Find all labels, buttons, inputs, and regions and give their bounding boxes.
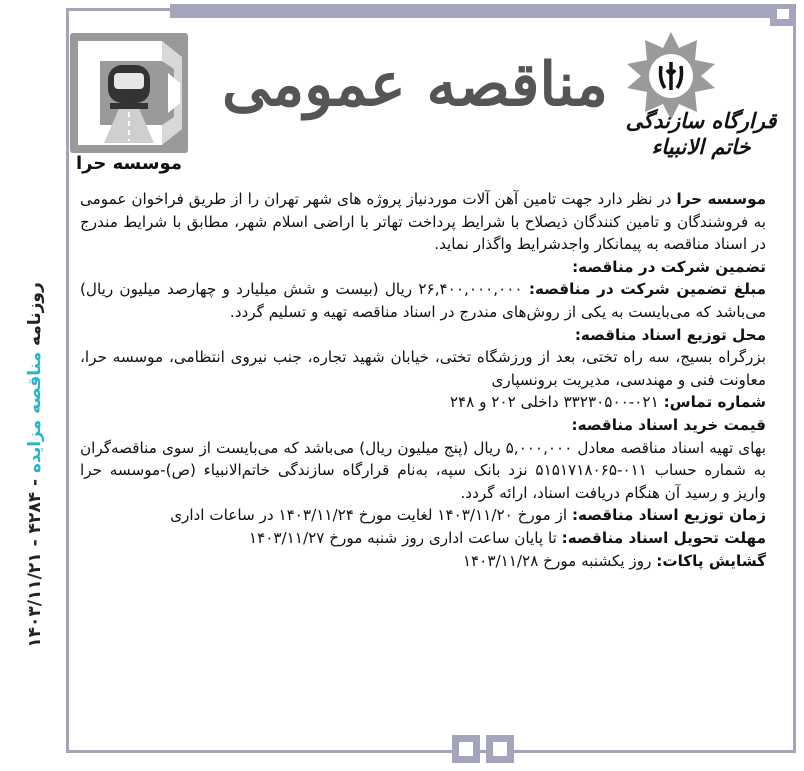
hera-logo-icon [70, 33, 188, 153]
price-paragraph: بهای تهیه اسناد مناقصه معادل ۵,۰۰۰,۰۰۰ ریال (پنج میلیون ریال) می‌باشد که می‌بایست از سوی مناقصه‌گران به شماره حساب ۰۱۱-۵۱۵۱۷۱۸۰۶۵ نزد بانک سپه، به‌نام قرارگاه سازندگی خاتم‌الانبیاء (ص)-موسسه حرا واریز و رسید آن هنگام دریافت اسناد، ارائه گردد. [80, 438, 767, 502]
guarantee-heading: تضمین شرکت در مناقصه: [572, 257, 766, 276]
guarantee-amount-label: مبلغ تضمین شرکت در مناقصه: [528, 280, 767, 299]
hera-logo [70, 33, 188, 153]
tender-content [80, 188, 766, 572]
contact-label: شماره تماس: [663, 393, 766, 412]
org-name [615, 108, 787, 160]
hera-logo-name: موسسه حرا [76, 153, 182, 174]
org-name-line2: خاتم الانبیاء [651, 134, 751, 159]
ornament-square [486, 735, 514, 763]
bottom-ornament [452, 735, 514, 763]
side-label-main: روزنامه [25, 282, 45, 346]
opening-text: روز یکشنبه مورخ ۱۴۰۳/۱۱/۲۸ [462, 551, 657, 570]
page-title: مناقصه عمومی [222, 50, 608, 120]
opening-label: گشایش پاکات: [656, 551, 766, 570]
deadline-line [80, 527, 766, 550]
distribution-heading: محل توزیع اسناد مناقصه: [574, 325, 766, 344]
distribution-address: بزرگراه بسیج، سه راه تختی، بعد از ورزشگاه تختی، خیابان شهید تجاره، جنب نیروی انتظامی، موسسه حرا، معاونت فنی و مهندسی، مدیریت برونسپاری [80, 348, 766, 389]
intro-paragraph [80, 188, 766, 256]
contact-line [80, 391, 766, 414]
deadline-text: تا پایان ساعت اداری روز شنبه مورخ ۱۴۰۳/۱۱/۲۷ [248, 528, 562, 547]
org-name-line1: قرارگاه سازندگی [625, 108, 777, 133]
schedule-label: زمان توزیع اسناد مناقصه: [571, 506, 766, 525]
side-newspaper-label [10, 282, 60, 648]
deadline-label: مهلت تحویل اسناد مناقصه: [561, 528, 766, 547]
ornament-square [452, 735, 480, 763]
side-label-issue: - ۴۲۸۴ - ۱۴۰۳/۱۱/۲۱ [25, 478, 45, 648]
schedule-line [80, 504, 766, 527]
guarantee-amount-text: ۲۶,۴۰۰,۰۰۰,۰۰۰ ریال (بیست و شش میلیارد و چهارصد میلیون ریال) می‌باشد که می‌بایست به یکی از روش‌های مندرج در اسناد مناقصه تهیه و تسلیم گردد. [80, 280, 766, 321]
schedule-text: از مورخ ۱۴۰۳/۱۱/۲۰ لغایت مورخ ۱۴۰۳/۱۱/۲۴ در ساعات اداری [170, 506, 572, 525]
intro-org: موسسه حرا [676, 190, 766, 208]
side-label-accent: مناقصه مزایده [25, 351, 45, 474]
opening-line [80, 550, 766, 573]
contact-number: ۰۲۱-۳۳۲۳۰۵۰۰ داخلی ۲۰۲ و ۲۴۸ [449, 393, 664, 412]
price-heading: قیمت خرید اسناد مناقصه: [571, 415, 766, 434]
intro-text: در نظر دارد جهت تامین آهن آلات موردنیاز پروژه های شهر تهران را از طریق فراخوان عمومی به فروشندگان و تامین کنندگان ذیصلاح با شرایط پرداخت تهاتر با اراضی اسلام شهر، مطابق با شرایط مندرج در اسناد مناقصه به پیمانکار واجدشرایط واگذار نماید. [80, 190, 766, 254]
frame-corner-tab [770, 4, 796, 26]
guarantee-paragraph [80, 278, 766, 323]
